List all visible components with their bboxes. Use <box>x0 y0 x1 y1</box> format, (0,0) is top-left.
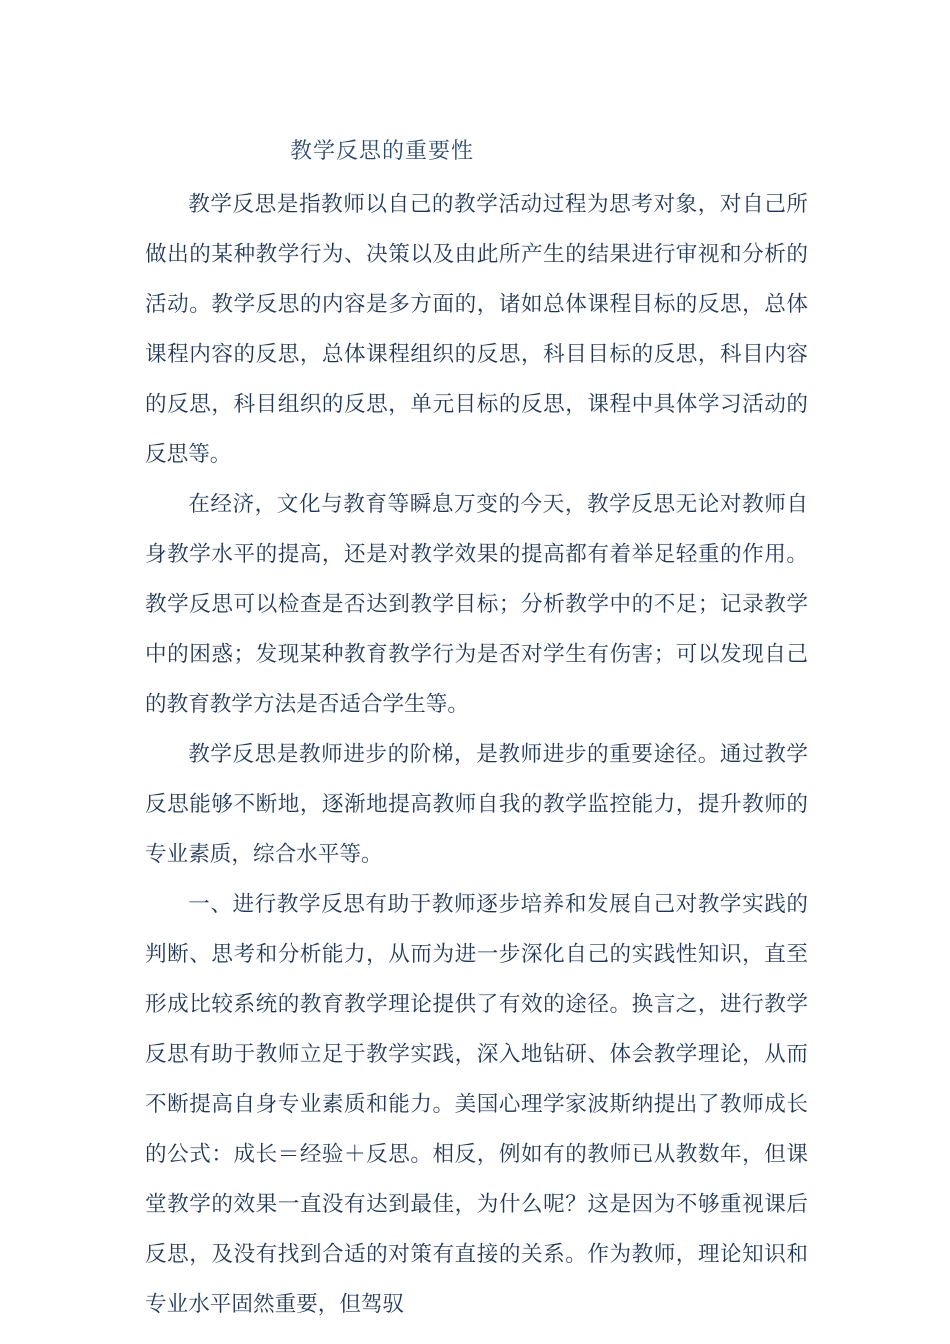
paragraph-definition: 教学反思是指教师以自己的教学活动过程为思考对象，对自己所做出的某种教学行为、决策以及由此所产生的结果进行审视和分析的活动。教学反思的内容是多方面的，诸如总体课程目标的反思，总体课程内容的反思，总体课程组织的反思，科目目标的反思，科目内容的反思，科目组织的反思，单元目标的反思，课程中具体学习活动的反思等。 <box>145 192 808 467</box>
document-body <box>145 180 808 1330</box>
document-title: 教学反思的重要性 <box>290 139 475 164</box>
paragraph-importance: 在经济，文化与教育等瞬息万变的今天，教学反思无论对教师自身教学水平的提高，还是对教学效果的提高都有着举足轻重的作用。教学反思可以检查是否达到教学目标；分析教学中的不足；记录教学中的困惑；发现某种教育教学行为是否对学生有伤害；可以发现自己的教育教学方法是否适合学生等。 <box>145 492 808 717</box>
paragraph-ladder: 教学反思是教师进步的阶梯，是教师进步的重要途径。通过教学反思能够不断地，逐渐地提高教师自我的教学监控能力，提升教师的专业素质，综合水平等。 <box>145 742 808 867</box>
paragraph-point-one: 一、进行教学反思有助于教师逐步培养和发展自己对教学实践的判断、思考和分析能力，从而为进一步深化自己的实践性知识，直至形成比较系统的教育教学理论提供了有效的途径。换言之，进行教学反思有助于教师立足于教学实践，深入地钻研、体会教学理论，从而不断提高自身专业素质和能力。美国心理学家波斯纳提出了教师成长的公式：成长＝经验＋反思。相反，例如有的教师已从教数年，但课堂教学的效果一直没有达到最佳，为什么呢？这是因为不够重视课后反思，及没有找到合适的对策有直接的关系。作为教师，理论知识和专业水平固然重要，但驾驭 <box>145 892 808 1317</box>
